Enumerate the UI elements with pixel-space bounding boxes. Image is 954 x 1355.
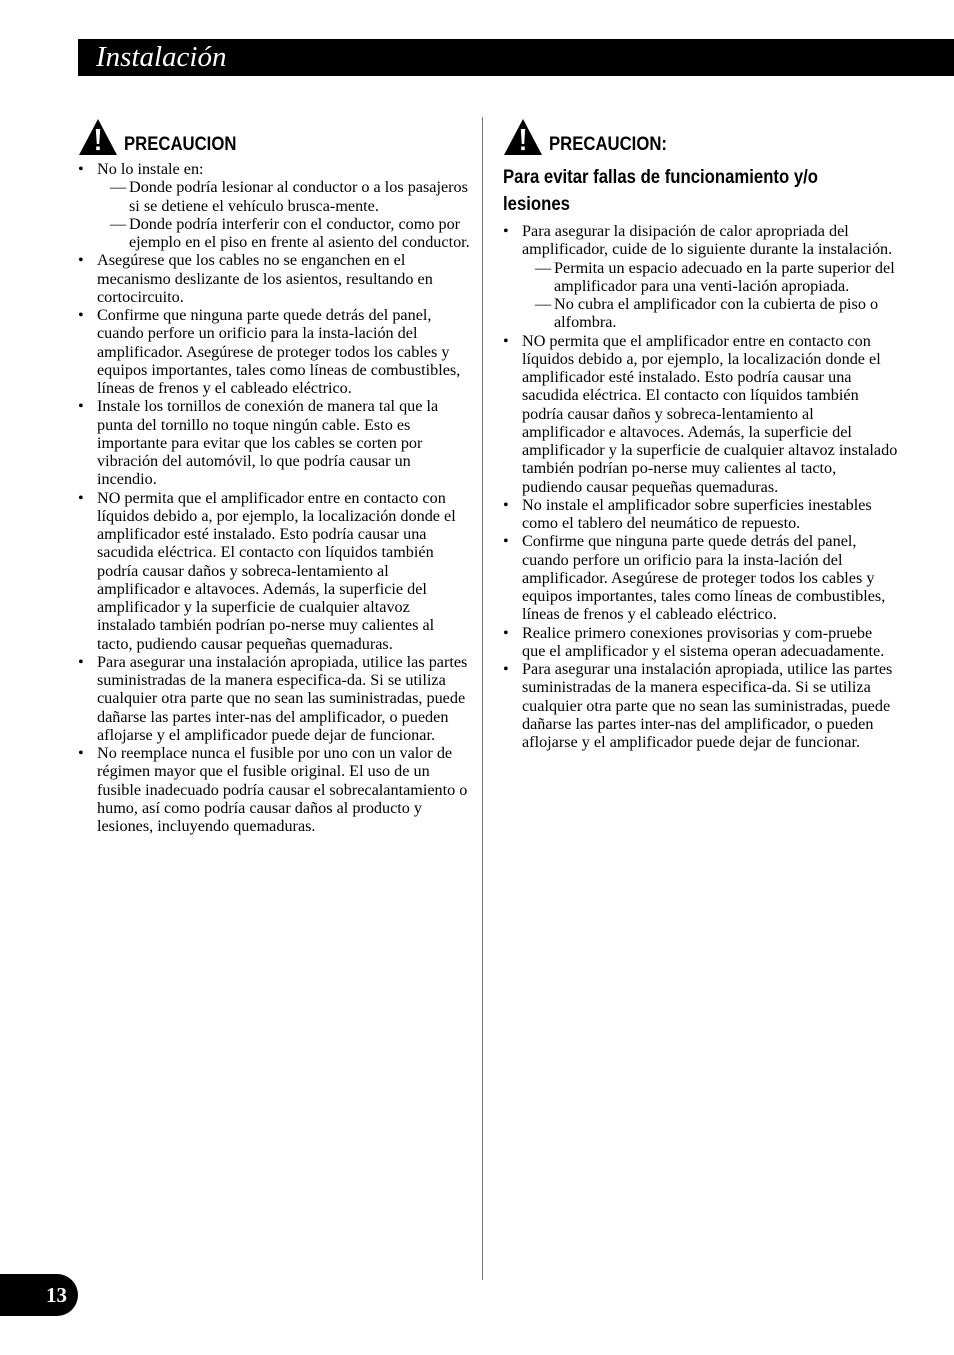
list-item-text: Para asegurar la disipación de calor apropriada del amplificador, cuide de lo siguiente durante la instalación. <box>522 222 893 259</box>
page-number-tab <box>0 1274 78 1316</box>
bullet-icon: • <box>78 652 84 671</box>
sub-item <box>97 215 470 252</box>
caution-title: PRECAUCION <box>124 134 237 155</box>
right-bullet-list <box>503 222 899 751</box>
list-item <box>78 489 470 653</box>
sub-item-text: Permita un espacio adecuado en la parte superior del amplificador para una venti-lación apropiada. <box>554 258 895 295</box>
warning-triangle-icon <box>78 118 118 156</box>
bullet-icon: • <box>78 397 84 416</box>
bullet-icon: • <box>503 532 509 551</box>
list-item-text: Para asegurar una instalación apropiada, utilice las partes suministradas de la manera especifica-da. Si se utiliza cualquier otra parte que no sean las suministradas, puede dañarse las partes inter-nas del amplificador, o pueden aflojarse y el amplificador puede dejar de funcionar. <box>522 660 893 751</box>
list-item <box>78 306 470 397</box>
list-item <box>78 744 470 835</box>
left-bullet-list <box>78 160 470 835</box>
list-item-text: No reemplace nunca el fusible por uno con un valor de régimen mayor que el fusible original. El uso de un fusible inadecuado podría causar el sobrecalantamiento o humo, así como podría causar daños al producto y lesiones, incluyendo quemaduras. <box>97 744 468 835</box>
list-item-text: NO permita que el amplificador entre en contacto con líquidos debido a, por ejemplo, la localización donde el amplificador esté instalado. Esto podría causar una sacudida eléctrica. El contacto con líquidos también podría causar daños y sobreca-lentamiento al amplificador e altavoces. Además, la superficie del amplificador y la superficie de cualquier altavoz instalado también podrían po-nerse muy calientes al tacto, pudiendo causar pequeñas quemaduras. <box>522 331 898 496</box>
bullet-icon: • <box>78 160 84 178</box>
bullet-icon: • <box>503 495 509 514</box>
list-item-text: NO permita que el amplificador entre en contacto con líquidos debido a, por ejemplo, la localización donde el amplificador esté instalado. Esto podría causar una sacudida eléctrica. El contacto con líquidos también podría causar daños y sobreca-lentamiento al amplificador e altavoces. Además, la superficie del amplificador y la superficie de cualquier altavoz instalado también podrían po-nerse muy calientes al tacto, pudiendo causar pequeñas quemaduras. <box>97 488 456 653</box>
sub-item-text: Donde podría lesionar al conductor o a los pasajeros si se detiene el vehículo brusca-mente. <box>129 178 468 215</box>
left-caution-heading <box>78 118 470 156</box>
list-item <box>503 660 899 751</box>
sub-item <box>97 178 470 215</box>
right-column <box>503 118 899 751</box>
right-caution-heading <box>503 118 899 156</box>
list-item-text: No lo instale en: <box>97 160 204 178</box>
caution-title: PRECAUCION: <box>549 134 667 155</box>
section-subheading: Para evitar fallas de funcionamiento y/o lesiones <box>503 167 818 215</box>
list-item <box>503 532 899 623</box>
dash-icon: — <box>535 258 552 277</box>
page-title: Instalación <box>96 41 227 73</box>
list-item <box>78 653 470 744</box>
bullet-icon: • <box>503 623 509 642</box>
list-item <box>78 251 470 306</box>
warning-triangle-icon <box>503 118 543 156</box>
list-item <box>503 496 899 533</box>
list-item-text: Realice primero conexiones provisorias y com-pruebe que el amplificador y el sistema operan adecuadamente. <box>522 623 885 660</box>
sub-item <box>522 295 899 332</box>
dash-icon: — <box>110 214 127 233</box>
bullet-icon: • <box>78 251 84 270</box>
bullet-icon: • <box>78 306 84 324</box>
list-item <box>78 160 470 251</box>
list-item-text: Confirme que ninguna parte quede detrás del panel, cuando perfore un orificio para la insta-lación del amplificador. Asegúrese de proteger todos los cables y equipos importantes, tales como líneas de combustibles, líneas de frenos y el cableado eléctrico. <box>97 306 461 397</box>
dash-icon: — <box>535 295 552 313</box>
sub-item-text: Donde podría interferir con el conductor, como por ejemplo en el piso en frente al asiento del conductor. <box>129 214 470 251</box>
sub-item-text: No cubra el amplificador con la cubierta de piso o alfombra. <box>554 295 879 332</box>
list-item <box>503 332 899 496</box>
column-divider <box>482 117 483 1280</box>
list-item-text: Instale los tornillos de conexión de manera tal que la punta del tornillo no toque ningún cable. Esto es importante para evitar que los cables se corten por vibración del automóvil, lo que podría causar un incendio. <box>97 397 439 489</box>
bullet-icon: • <box>78 744 84 762</box>
page-number: 13 <box>46 1283 67 1307</box>
sub-item <box>522 259 899 296</box>
bullet-icon: • <box>503 331 509 350</box>
list-item-text: Confirme que ninguna parte quede detrás del panel, cuando perfore un orificio para la insta-lación del amplificador. Asegúrese de proteger todos los cables y equipos importantes, tales como líneas de combustibles, líneas de frenos y el cableado eléctrico. <box>522 532 886 624</box>
list-item <box>503 222 899 332</box>
dash-icon: — <box>110 178 127 197</box>
left-column <box>78 118 470 835</box>
bullet-icon: • <box>78 488 84 507</box>
bullet-icon: • <box>503 660 509 678</box>
list-item <box>78 397 470 488</box>
title-bar <box>78 39 954 76</box>
list-item <box>503 624 899 661</box>
bullet-icon: • <box>503 222 509 240</box>
list-item-text: No instale el amplificador sobre superficies inestables como el tablero del neumático de repuesto. <box>522 495 872 532</box>
list-item-text: Para asegurar una instalación apropiada, utilice las partes suministradas de la manera especifica-da. Si se utiliza cualquier otra parte que no sean las suministradas, puede dañarse las partes inter-nas del amplificador, o pueden aflojarse y el amplificador puede dejar de funcionar. <box>97 652 468 744</box>
list-item-text: Asegúrese que los cables no se enganchen en el mecanismo deslizante de los asientos, resultando en cortocircuito. <box>97 251 433 306</box>
